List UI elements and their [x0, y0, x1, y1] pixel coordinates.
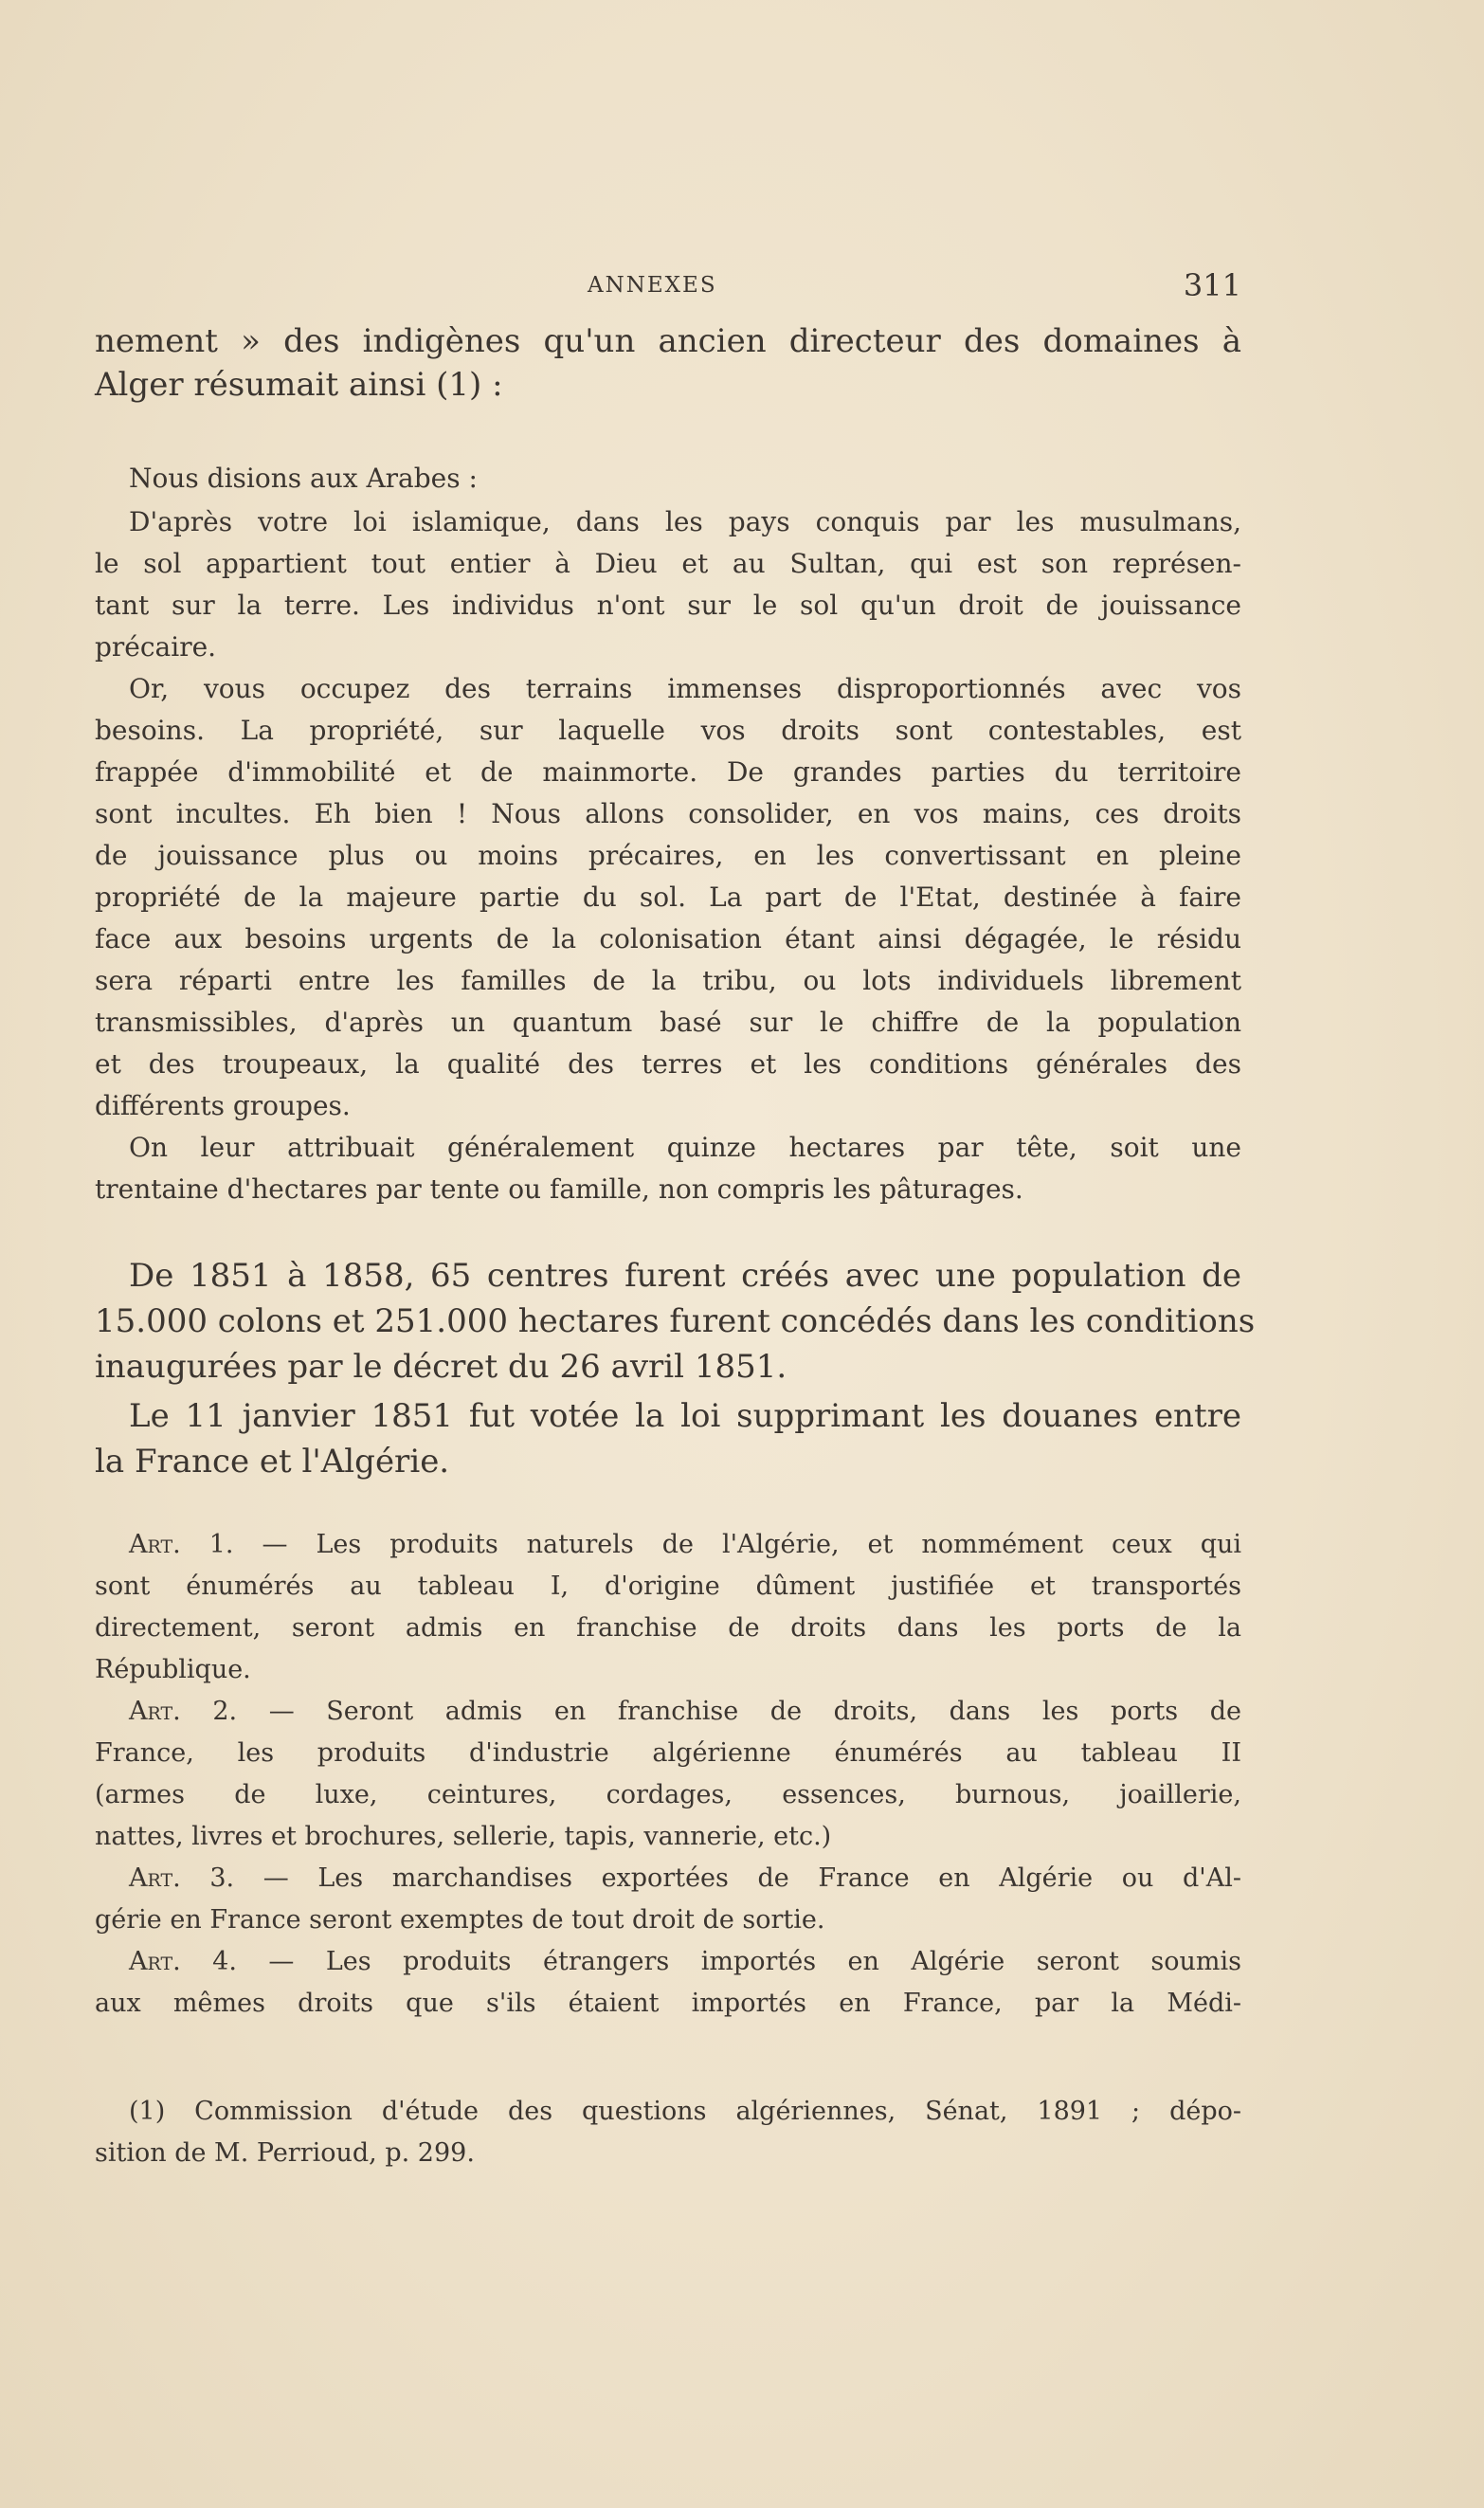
- article-label: Art. 1.: [129, 1530, 234, 1559]
- page-number: 311: [1183, 267, 1241, 303]
- text-line: précaire.: [95, 631, 217, 663]
- page-header: [95, 267, 1241, 305]
- text-line: On leur attribuait généralement quinze hectares par tête, soit une: [129, 1132, 1241, 1163]
- text-line: sera réparti entre les familles de la tribu, ou lots individuels librement: [95, 965, 1241, 996]
- text-line: de jouissance plus ou moins précaires, en les convertissant en pleine: [95, 840, 1241, 871]
- text-line: sition de M. Perrioud, p. 299.: [95, 2138, 475, 2168]
- article-text: — Seront admis en franchise de droits, dans les ports de: [268, 1697, 1241, 1726]
- text-line: propriété de la majeure partie du sol. La part de l'Etat, destinée à faire: [95, 881, 1241, 913]
- article-text: — Les produits étrangers importés en Algérie seront soumis: [268, 1947, 1241, 1976]
- text-line: gérie en France seront exemptes de tout droit de sortie.: [95, 1905, 825, 1935]
- article-label: Art. 2.: [129, 1697, 238, 1726]
- text-line: différents groupes.: [95, 1090, 351, 1121]
- article-line: [129, 1697, 1241, 1726]
- article-text: — Les marchandises exportées de France en Algérie ou d'Al-: [262, 1863, 1241, 1893]
- text-line: De 1851 à 1858, 65 centres furent créés avec une population de: [129, 1257, 1241, 1295]
- text-line: directement, seront admis en franchise de droits dans les ports de la: [95, 1613, 1241, 1643]
- text-line: trentaine d'hectares par tente ou famille, non compris les pâturages.: [95, 1173, 1023, 1205]
- text-line: nattes, livres et brochures, sellerie, tapis, vannerie, etc.): [95, 1822, 832, 1851]
- article-line: [129, 1863, 1241, 1893]
- text-line: nement » des indigènes qu'un ancien directeur des domaines à: [95, 322, 1241, 360]
- text-line: 15.000 colons et 251.000 hectares furent concédés dans les conditions: [95, 1302, 1256, 1340]
- text-line: (armes de luxe, ceintures, cordages, essences, burnous, joaillerie,: [95, 1780, 1241, 1809]
- text-line: République.: [95, 1655, 251, 1684]
- text-line: Alger résumait ainsi (1) :: [95, 366, 503, 404]
- text-line: face aux besoins urgents de la colonisation étant ainsi dégagée, le résidu: [95, 923, 1241, 954]
- text-line: besoins. La propriété, sur laquelle vos droits sont contestables, est: [95, 715, 1241, 746]
- quote-opening: Nous disions aux Arabes :: [129, 463, 478, 494]
- text-line: sont incultes. Eh bien ! Nous allons consolider, en vos mains, ces droits: [95, 798, 1241, 829]
- text-line: (1) Commission d'étude des questions algériennes, Sénat, 1891 ; dépo-: [129, 2097, 1241, 2126]
- text-line: la France et l'Algérie.: [95, 1443, 450, 1481]
- text-line: transmissibles, d'après un quantum basé sur le chiffre de la population: [95, 1007, 1241, 1038]
- article-text: — Les produits naturels de l'Algérie, et nommément ceux qui: [262, 1530, 1242, 1559]
- article-label: Art. 3.: [129, 1863, 235, 1893]
- text-line: inaugurées par le décret du 26 avril 1851.: [95, 1348, 787, 1386]
- running-head: ANNEXES: [588, 273, 717, 298]
- article-line: [129, 1947, 1241, 1976]
- text-line: sont énumérés au tableau I, d'origine dûment justifiée et transportés: [95, 1572, 1241, 1601]
- text-line: D'après votre loi islamique, dans les pays conquis par les musulmans,: [129, 506, 1241, 537]
- text-line: frappée d'immobilité et de mainmorte. De grandes parties du territoire: [95, 756, 1241, 788]
- text-line: Or, vous occupez des terrains immenses disproportionnés avec vos: [129, 673, 1241, 704]
- text-line: aux mêmes droits que s'ils étaient importés en France, par la Médi-: [95, 1989, 1241, 2018]
- article-label: Art. 4.: [129, 1947, 237, 1976]
- article-line: [129, 1530, 1241, 1559]
- text-line: France, les produits d'industrie algérienne énumérés au tableau II: [95, 1738, 1241, 1768]
- text-line: tant sur la terre. Les individus n'ont sur le sol qu'un droit de jouissance: [95, 590, 1241, 621]
- text-line: le sol appartient tout entier à Dieu et au Sultan, qui est son représen-: [95, 548, 1241, 579]
- text-line: et des troupeaux, la qualité des terres et les conditions générales des: [95, 1048, 1241, 1080]
- text-line: Le 11 janvier 1851 fut votée la loi supprimant les douanes entre: [129, 1397, 1241, 1435]
